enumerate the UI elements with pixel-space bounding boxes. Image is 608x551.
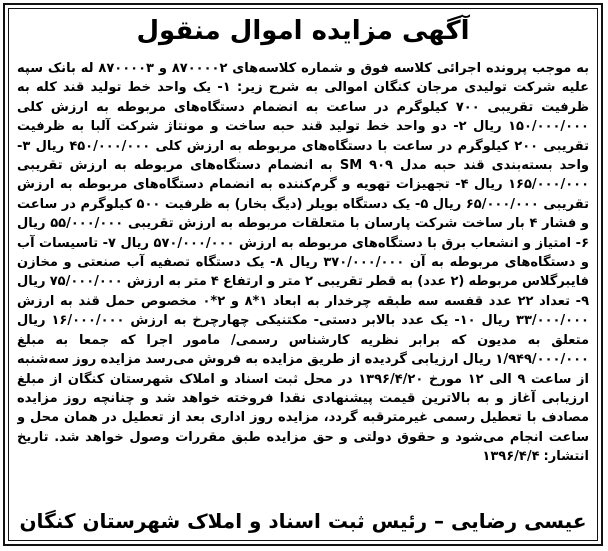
notice-body: به موجب پرونده اجرائی کلاسه فوق و شماره کلاسه‌های ۸۷۰۰۰۰۲ و ۸۷۰۰۰۰۳ له بانک سپه علیه شرکت تولیدی مرجان کنگان اموالی به شرح زیر: ۱- یک واحد خط تولید قند کله به ظرفیت تقریبی ۷۰۰ کیلوگرم در ساعت به انضمام دستگاه‌های مربوطه به ارزش کلی ۱۵۰/۰۰۰/۰۰۰ ریال ۲- دو واحد خط تولید قند حبه ساخت و مونتاژ شرکت آلبا به ظرفیت تقریبی ۲۰۰ کیلوگرم در ساعت با دستگاه‌های مربوطه به ارزش کلی ۴۵۰/۰۰۰/۰۰۰ ریال ۳- واحد بسته‌بندی قند حبه مدل SM ۹۰۹ به انضمام دستگاه‌های مربوطه به ارزش تقریبی ۱۶۵/۰۰۰/۰۰۰ ریال ۴- تجهیزات تهویه و گرم‌کننده به انضمام دستگاه‌های مربوطه به ارزش تقریبی ۶۵/۰۰۰/۰۰۰ ریال ۵- یک دستگاه بویلر (دیگ بخار) به ظرفیت ۵۰۰ کیلوگرم در ساعت و فشار ۴ بار ساخت شرکت پارسان با متعلقات مربوطه به ارزش تقریبی ۵۵/۰۰۰/۰۰۰ ریال ۶- امتیاز و انشعاب برق با دستگاه‌های مربوطه به ارزش ۵۷۰/۰۰۰/۰۰۰ ریال ۷- تاسیسات آب و دستگاه‌های مربوطه به آن ۳۷۰/۰۰۰/۰۰۰ ریال ۸- یک دستگاه تصفیه آب صنعتی و مخازن فایبرگلاس مربوطه (۲ عدد) به قطر تقریبی ۲ متر و ارتفاع ۴ متر به ارزش ۷۵/۰۰۰/۰۰۰ ریال ۹- تعداد ۲۲ عدد قفسه سه طبقه چرخدار به ابعاد ۱*۸ و ۲*۰ مخصوص حمل قند به ارزش ۳۳/۰۰۰/۰۰۰ ریال ۱۰- یک عدد بالابر دستی- مکتنیکی چهارچرخ به ارزش ۱۶/۰۰۰/۰۰۰ ریال متعلق به مدیون که برابر نظریه کارشناس رسمی/ مامور اجرا که جمعا به مبلغ ۱/۹۴۹/۰۰۰/۰۰۰ ریال ارزیابی گردیده از طریق مزایده به فروش می‌رسد مزایده روز سه‌شنبه از ساعت ۹ الی ۱۲ مورخ ۱۳۹۶/۴/۲۰ در محل ثبت اسناد و املاک شهرستان کنگان از مبلغ ارزیابی آغاز و به بالاترین قیمت پیشنهادی نقدا فروخته خواهد شد و چنانچه روز مزایده مصادف با تعطیل رسمی غیرمترقبه گردد، مزایده روز اداری بعد از تعطیل در همان محل و ساعت انجام می‌شود و حقوق دولتی و حق مزایده طبق مقررات وصول خواهد شد. تاریخ انتشار: ۱۳۹۶/۴/۴ <box>17 61 589 465</box>
notice-inner-border <box>8 8 598 541</box>
notice-frame <box>3 3 603 546</box>
notice-title: آگهی مزایده اموال منقول <box>136 16 470 46</box>
notice-signature: عیسی رضایی – رئیس ثبت اسناد و املاک شهرستان کنگان <box>19 509 587 533</box>
